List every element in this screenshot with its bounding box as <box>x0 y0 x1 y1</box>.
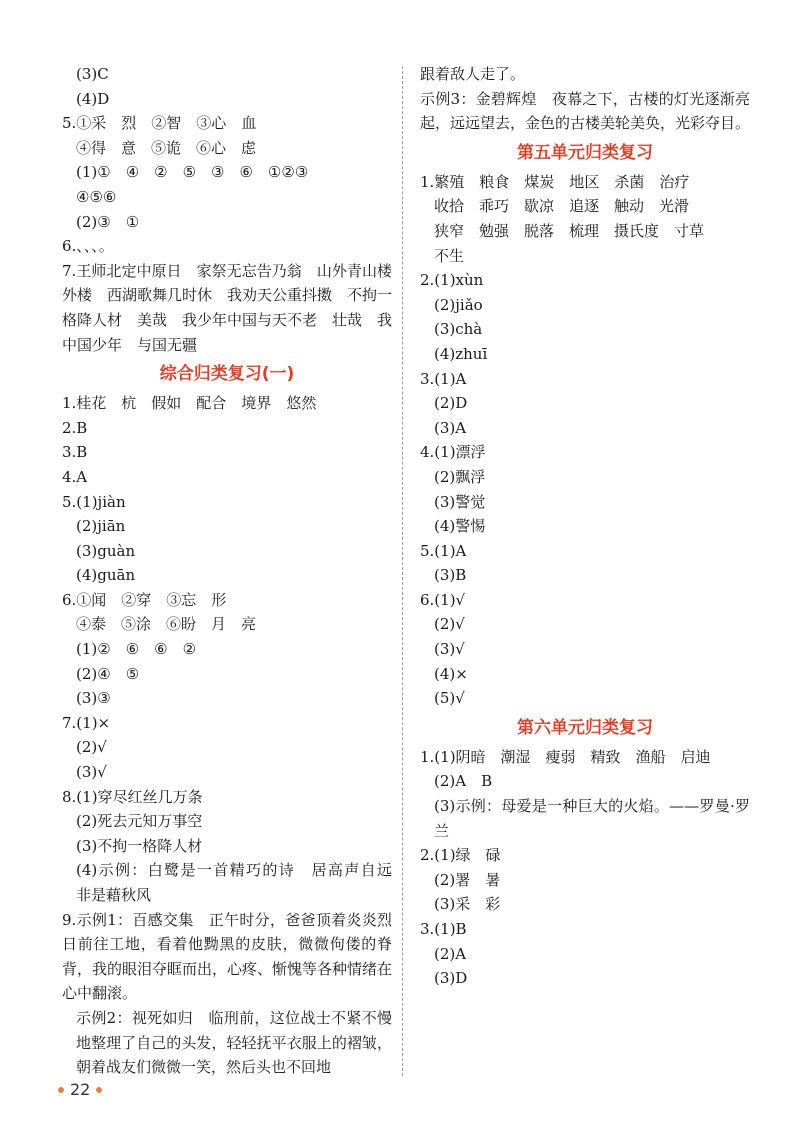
answer-line: 1.桂花 杭 假如 配合 境界 悠然 <box>62 394 317 413</box>
answer-line: 3.(1)A <box>420 369 467 388</box>
answer-line: (1)① ④ ② ⑤ ③ ⑥ ①②③ <box>76 163 309 182</box>
answer-line: (3)√ <box>76 763 107 782</box>
example-paragraph: 示例3：金碧辉煌 夜幕之下，古楼的灯光逐渐亮起，远远望去，金色的古楼美轮美奂，光彩夺目。 <box>420 89 751 133</box>
example-paragraph: 9.示例1：百感交集 正午时分，爸爸顶着炎炎烈日前往工地，看着他黝黑的皮肤，微微佝偻的脊背，我的眼泪夺眶而出，心疼、惭愧等各种情绪在心中翻滚。 <box>62 910 393 1003</box>
page-number: 22 <box>70 1080 91 1099</box>
answer-line: 跟着敌人走了。 <box>420 65 526 83</box>
answer-line: ④⑤⑥ <box>76 187 117 206</box>
answer-line: 1.繁殖 粮食 煤炭 地区 杀菌 治疗 <box>420 172 690 191</box>
page-dot-left <box>58 1087 64 1093</box>
answer-line: 5.①采 烈 ②智 ③心 血 <box>62 114 257 133</box>
answer-line: (2)③ ① <box>76 212 140 231</box>
answer-line: (2)D <box>434 394 468 413</box>
answer-line: 7.(1)× <box>62 713 111 732</box>
section-title-review-1: 综合归类复习(一) <box>159 364 295 385</box>
answer-line: (4)D <box>76 89 110 108</box>
answer-line: 5.(1)jiàn <box>62 492 126 511</box>
answer-line: 5.(1)A <box>420 541 467 560</box>
answer-line: (3)采 彩 <box>434 895 501 914</box>
answer-line: (3)B <box>434 566 467 585</box>
section-title-unit-5: 第五单元归类复习 <box>517 142 653 163</box>
answer-line: 2.(1)xùn <box>420 271 484 290</box>
answer-line: (4)zhuī <box>434 344 488 363</box>
example-paragraph: (3)示例：母爱是一种巨大的火焰。——罗曼·罗兰 <box>434 797 750 840</box>
answer-line: (2)A B <box>434 772 493 791</box>
answer-line: (2)④ ⑤ <box>76 664 140 683</box>
answer-line: (2)jiǎo <box>434 295 483 314</box>
left-column <box>62 62 408 1080</box>
section-title-unit-6: 第六单元归类复习 <box>517 717 653 738</box>
answer-line: (3)警觉 <box>434 492 486 511</box>
answer-line: (3)不拘一格降人材 <box>76 836 203 855</box>
answer-line: 狭窄 勉强 脱落 梳理 摄氏度 寸草 <box>434 221 705 240</box>
answer-line: ④泰 ⑤涂 ⑥盼 月 亮 <box>76 615 257 634</box>
answer-line: (3)√ <box>434 640 465 659</box>
answer-line: (2)A <box>434 944 467 963</box>
answer-line: (2)飘浮 <box>434 467 486 486</box>
answer-line: (4)guān <box>76 566 136 585</box>
answer-line: 2.(1)绿 碌 <box>420 846 501 865</box>
page-dot-right <box>96 1087 102 1093</box>
answer-line: (1)② ⑥ ⑥ ② <box>76 640 197 659</box>
answer-line: 1.(1)阴暗 潮湿 瘦弱 精致 渔船 启迪 <box>420 747 711 766</box>
answer-line: (2)死去元知万事空 <box>76 812 203 831</box>
example-paragraph: 示例2：视死如归 临刑前，这位战士不紧不慢地整理了自己的头发，轻轻抚平衣服上的褶皱，朝着战友们微微一笑，然后头也不回地 <box>76 1008 392 1077</box>
answer-line: (2)√ <box>434 615 465 634</box>
answer-line: (3)A <box>434 418 467 437</box>
right-column <box>420 62 750 991</box>
example-paragraph: (4)示例：白鹭是一首精巧的诗 居高声自远 非是藉秋风 <box>76 861 408 904</box>
answer-line: 8.(1)穿尽红丝几万条 <box>62 787 203 806</box>
answer-line: (2)jiān <box>76 517 126 536</box>
answer-line: (2)√ <box>76 738 107 757</box>
answer-line: (4)警惕 <box>434 517 486 536</box>
answer-line: 收拾 乖巧 歇凉 追逐 触动 光滑 <box>434 197 690 216</box>
answer-line: (3)guàn <box>76 541 136 560</box>
answer-line: 4.(1)漂浮 <box>420 443 486 462</box>
answer-line: 4.A <box>62 467 88 486</box>
answer-line: (3)③ <box>76 689 111 708</box>
answer-line: (3)chà <box>434 320 483 339</box>
answer-line: 3.B <box>62 443 88 462</box>
answer-line: 6.(1)√ <box>420 590 466 609</box>
page-footer <box>58 1079 102 1101</box>
answer-line: 3.(1)B <box>420 920 467 938</box>
answer-line: (3)C <box>76 65 109 83</box>
poem-answer-paragraph: 7.王师北定中原日 家祭无忘告乃翁 山外青山楼外楼 西湖歌舞几时休 我劝天公重抖擞 不拘一格降人材 美哉 我少年中国与天不老 壮哉 我中国少年 与国无疆 <box>62 261 393 354</box>
answer-line: (3)D <box>434 969 468 988</box>
column-divider <box>402 66 403 1076</box>
answer-line: (4)× <box>434 664 468 683</box>
answer-line: 6.①闻 ②穿 ③忘 形 <box>62 590 227 609</box>
answer-line: 不生 <box>434 246 465 265</box>
answer-line: (2)署 暑 <box>434 870 501 889</box>
answer-line: (5)√ <box>434 689 465 708</box>
answer-line: 6.、、、。 <box>62 237 114 256</box>
answer-line: 2.B <box>62 418 88 437</box>
answer-line: ④得 意 ⑤诡 ⑥心 虑 <box>76 138 257 157</box>
